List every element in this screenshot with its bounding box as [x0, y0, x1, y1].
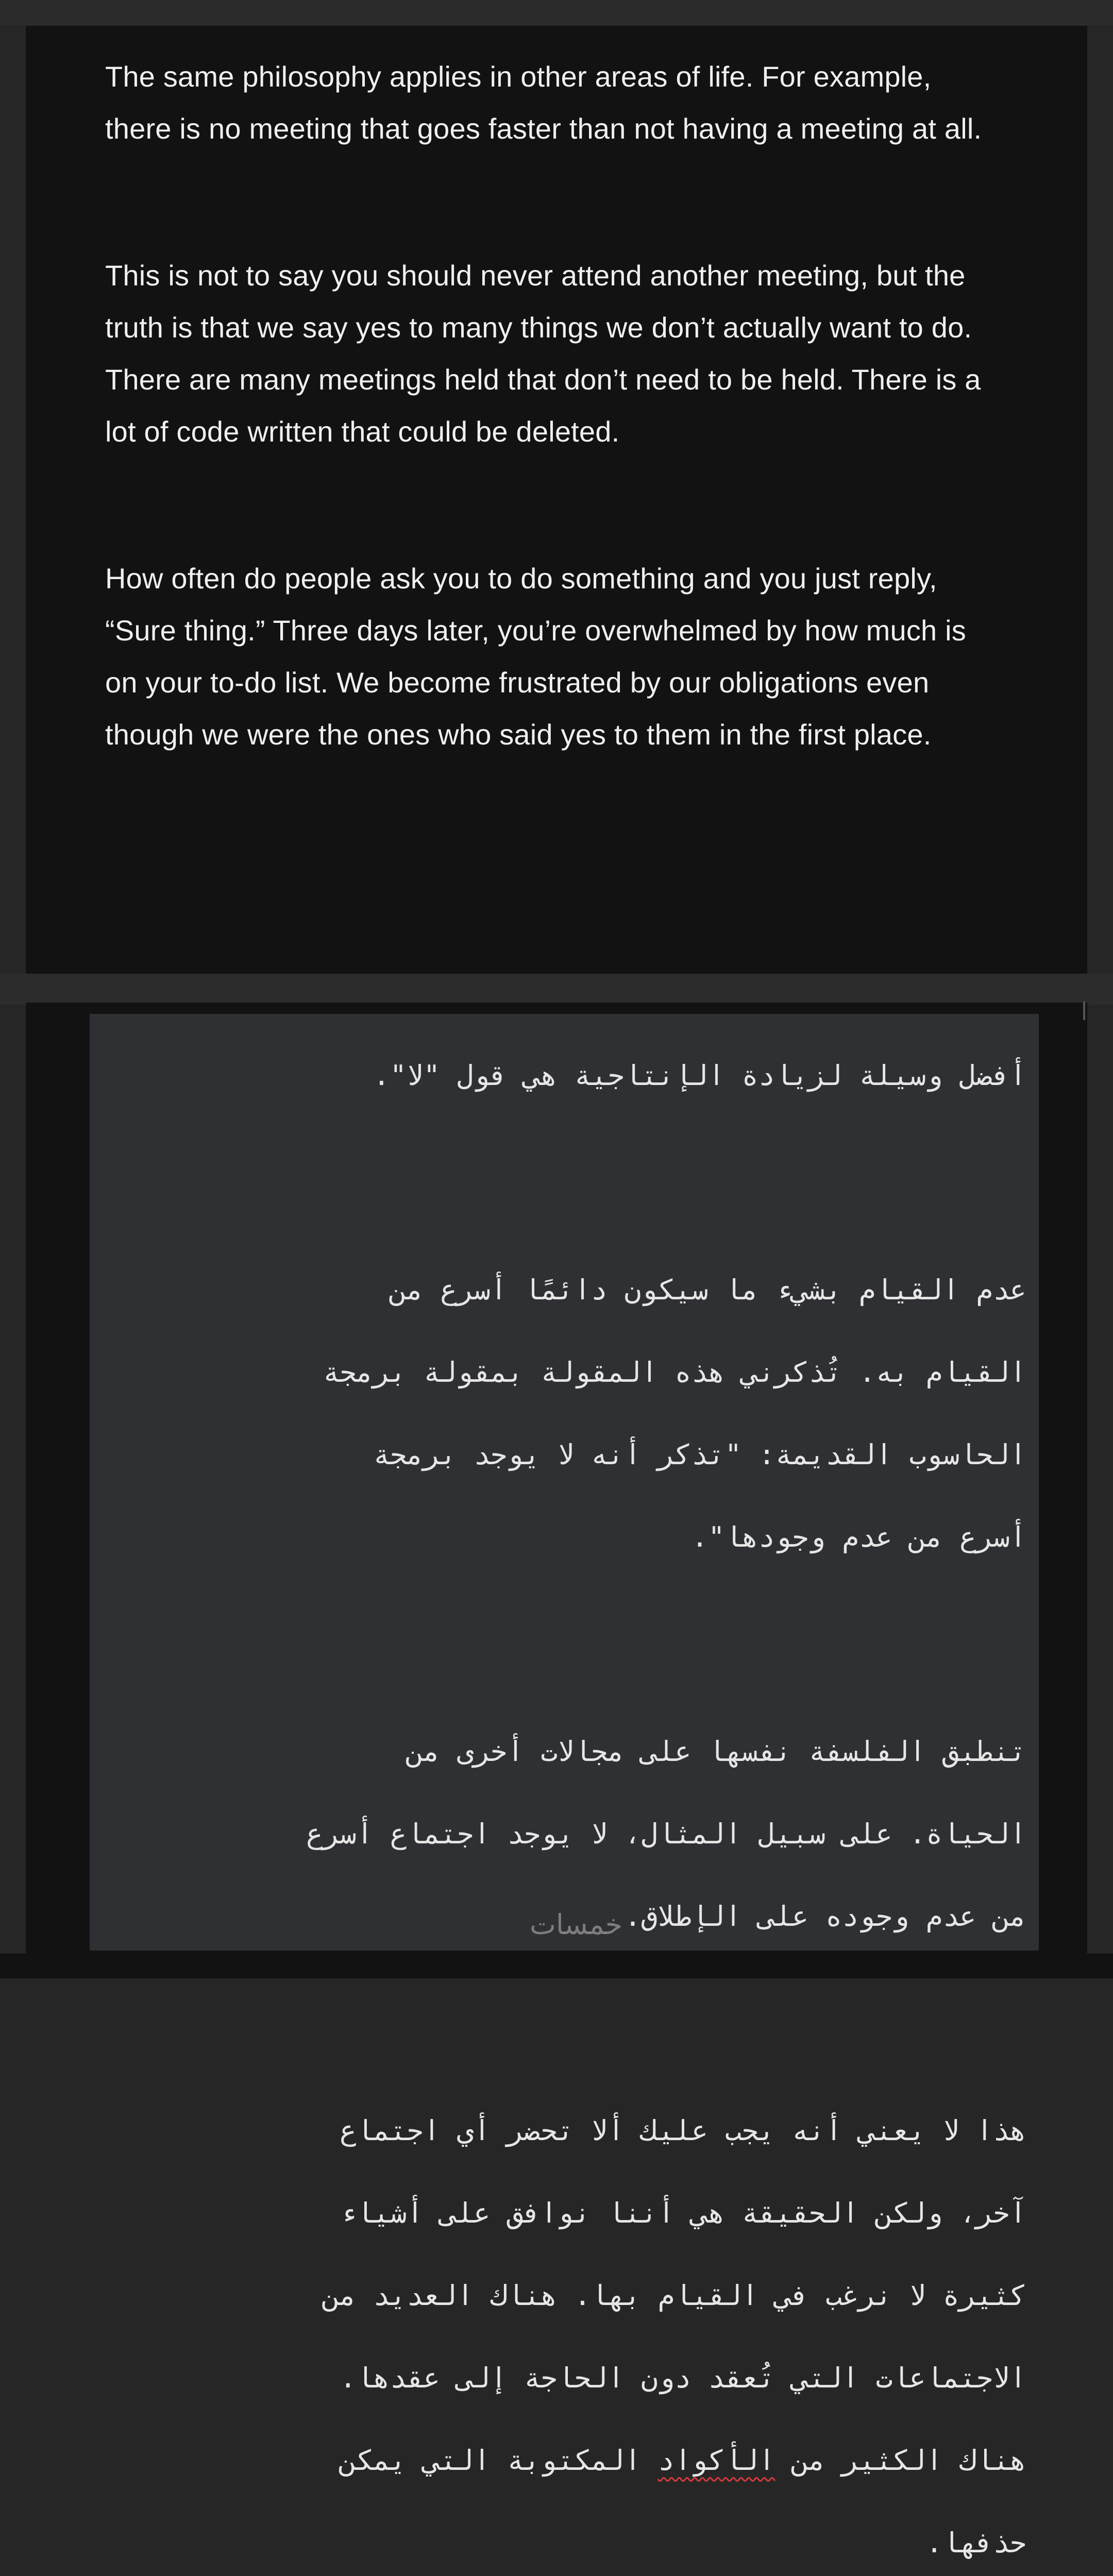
arabic-line: أسرع من عدم وجودها". — [691, 1521, 1026, 1553]
arabic-line: من عدم وجوده على الإطلاق. — [624, 1900, 1026, 1933]
arabic-line: عدم القيام بشيء ما سيكون دائمًا أسرع من — [390, 1274, 1026, 1306]
top-edge — [0, 0, 1113, 26]
english-paragraph-1: The same philosophy applies in other areas of life. For example, there is no meeting that goes faster than not having a meeting at all. — [105, 60, 982, 145]
english-paragraph-3: How often do people ask you to do something and you just reply, “Sure thing.” Three days later, you’re overwhelmed by how much is on your to-do list. We become frustrated by our obligations even though we were the ones who said yes to them in the first place. — [105, 562, 966, 751]
english-paragraph-2: This is not to say you should never attend another meeting, but the truth is that we say yes to many things we don’t actually want to do. There are many meetings held that don’t need to be held. There is a lot of code written that could be deleted. — [105, 259, 981, 448]
paragraph-gap — [100, 1978, 1026, 2028]
arabic-line: الحاسوب القديمة: "تذكر أنه لا يوجد برمجة — [373, 1438, 1026, 1471]
arabic-line: الحياة. على سبيل المثال، لا يوجد اجتماع أسرع — [306, 1818, 1026, 1850]
arabic-text-fragment: المكتوبة التي يمكن — [340, 2444, 658, 2477]
arabic-line: الاجتماعات التي تُعقد دون الحاجة إلى عقدها. — [340, 2362, 1026, 2394]
bottom-edge — [0, 1954, 1113, 1978]
paragraph-gap — [100, 1138, 1026, 1187]
arabic-line: حذفها. — [925, 2527, 1026, 2559]
scrollbar-thumb[interactable] — [1083, 1002, 1085, 1020]
arabic-line-with-spellcheck — [100, 2440, 1026, 2481]
arabic-line: تنطبق الفلسفة نفسها على مجالات أخرى من — [407, 1735, 1026, 1768]
divider-strip — [0, 974, 1113, 1005]
arabic-text-editor[interactable] — [90, 1014, 1039, 2559]
watermark-logo: خمسات — [530, 1908, 623, 1941]
spellcheck-flagged-word[interactable]: الأكواد — [657, 2444, 775, 2477]
arabic-text-body — [90, 1014, 1039, 2576]
arabic-line: القيام به. تُذكرني هذه المقولة بمقولة برمجة — [323, 1356, 1026, 1388]
arabic-line: هذا لا يعني أنه يجب عليك ألا تحضر أي اجتماع — [340, 2114, 1026, 2147]
arabic-text-fragment: هناك الكثير من — [775, 2444, 1026, 2477]
arabic-line: أفضل وسيلة لزيادة الإنتاجية هي قول "لا". — [373, 1059, 1026, 1092]
english-text-screenshot — [26, 26, 1087, 974]
paragraph-gap — [100, 1599, 1026, 1649]
arabic-line: آخر، ولكن الحقيقة هي أننا نوافق على أشياء — [340, 2197, 1026, 2229]
arabic-line: كثيرة لا نرغب في القيام بها. هناك العديد من — [323, 2279, 1026, 2312]
